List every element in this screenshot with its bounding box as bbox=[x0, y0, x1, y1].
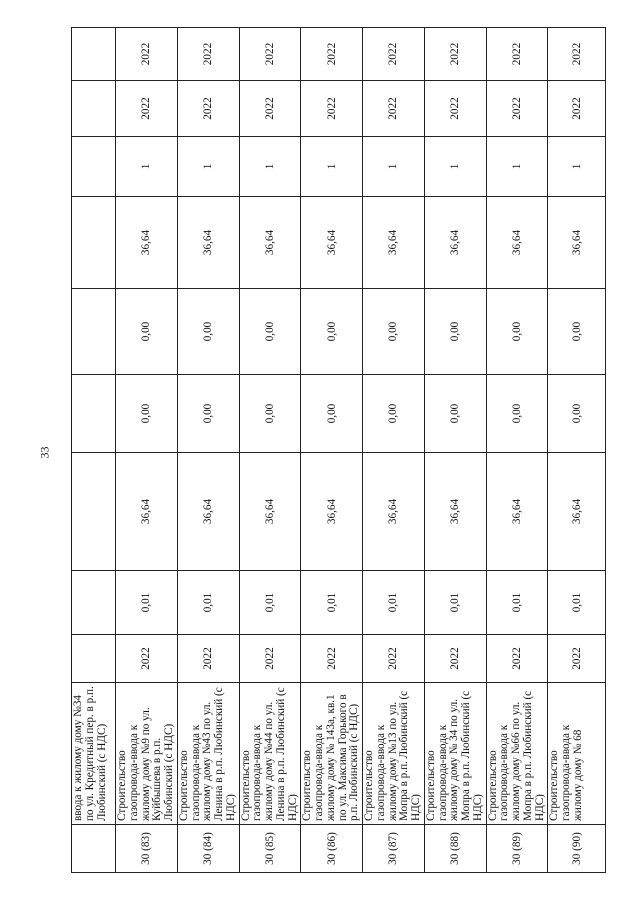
start-date-cell bbox=[72, 81, 116, 137]
start-year-cell: 2022 bbox=[548, 635, 606, 683]
cost-col-7-cell: 0,00 bbox=[116, 289, 178, 375]
quantity-cell: 1 bbox=[424, 137, 486, 197]
cost-col-6-cell: 0,00 bbox=[116, 375, 178, 453]
quantity-cell: 1 bbox=[548, 137, 606, 197]
start-date-cell: 2022 bbox=[363, 81, 425, 137]
cost-col-6-cell: 0,00 bbox=[177, 375, 239, 453]
cost-col-8-cell: 36,64 bbox=[486, 197, 548, 289]
cost-total-cell: 36,64 bbox=[301, 453, 363, 571]
cost-total-cell: 36,64 bbox=[486, 453, 548, 571]
end-date-cell: 2022 bbox=[239, 28, 301, 81]
start-year-cell: 2022 bbox=[239, 635, 301, 683]
page-number: 33 bbox=[37, 446, 52, 459]
cost-total-cell: 36,64 bbox=[424, 453, 486, 571]
start-year-cell: 2022 bbox=[177, 635, 239, 683]
cost-col-7-cell: 0,00 bbox=[548, 289, 606, 375]
cost-col-6-cell: 0,00 bbox=[486, 375, 548, 453]
capacity-cell: 0,01 bbox=[548, 571, 606, 635]
object-name-cell: Строительство газопровода-ввода к жилому дому № 143а, кв.1 по ул. Максима Горького в р.п. Любинский (с НДС) bbox=[301, 683, 363, 825]
cost-total-cell: 36,64 bbox=[239, 453, 301, 571]
row-number-cell: 30 (89) bbox=[486, 825, 548, 873]
table-row bbox=[548, 28, 606, 873]
end-date-cell: 2022 bbox=[177, 28, 239, 81]
cost-col-8-cell: 36,64 bbox=[301, 197, 363, 289]
capacity-cell: 0,01 bbox=[177, 571, 239, 635]
row-number-cell: 30 (83) bbox=[116, 825, 178, 873]
table-row bbox=[116, 28, 178, 873]
quantity-cell: 1 bbox=[363, 137, 425, 197]
object-name-cell: Строительство газопровода-ввода к жилому дому №13 по ул. Мопра в р.п. Любинский (с НДС) bbox=[363, 683, 425, 825]
start-date-cell: 2022 bbox=[116, 81, 178, 137]
row-number-cell: 30 (87) bbox=[363, 825, 425, 873]
row-number-cell: 30 (88) bbox=[424, 825, 486, 873]
cost-col-6-cell: 0,00 bbox=[424, 375, 486, 453]
cost-col-8-cell: 36,64 bbox=[363, 197, 425, 289]
start-date-cell: 2022 bbox=[486, 81, 548, 137]
end-date-cell bbox=[72, 28, 116, 81]
cost-col-6-cell: 0,00 bbox=[363, 375, 425, 453]
start-date-cell: 2022 bbox=[424, 81, 486, 137]
start-year-cell: 2022 bbox=[116, 635, 178, 683]
cost-col-7-cell: 0,00 bbox=[301, 289, 363, 375]
start-date-cell: 2022 bbox=[548, 81, 606, 137]
row-number-cell: 30 (90) bbox=[548, 825, 606, 873]
end-date-cell: 2022 bbox=[301, 28, 363, 81]
object-name-cell: Строительство газопровода-ввода к жилому дому №44 по ул. Ленина в р.п. Любинский (с НДС) bbox=[239, 683, 301, 825]
quantity-cell bbox=[72, 137, 116, 197]
table-row bbox=[239, 28, 301, 873]
cost-col-6-cell: 0,00 bbox=[548, 375, 606, 453]
capacity-cell bbox=[72, 571, 116, 635]
object-name-cell: Строительство газопровода-ввода к жилому дому №43 по ул. Ленина в р.п. Любинский (с НДС) bbox=[177, 683, 239, 825]
end-date-cell: 2022 bbox=[424, 28, 486, 81]
capacity-cell: 0,01 bbox=[363, 571, 425, 635]
start-year-cell bbox=[72, 635, 116, 683]
cost-col-6-cell bbox=[72, 375, 116, 453]
cost-col-8-cell: 36,64 bbox=[548, 197, 606, 289]
capacity-cell: 0,01 bbox=[424, 571, 486, 635]
cost-col-7-cell: 0,00 bbox=[424, 289, 486, 375]
row-number-cell: 30 (86) bbox=[301, 825, 363, 873]
start-year-cell: 2022 bbox=[424, 635, 486, 683]
end-date-cell: 2022 bbox=[486, 28, 548, 81]
table-row bbox=[486, 28, 548, 873]
cost-col-8-cell: 36,64 bbox=[177, 197, 239, 289]
quantity-cell: 1 bbox=[116, 137, 178, 197]
capacity-cell: 0,01 bbox=[486, 571, 548, 635]
cost-col-8-cell: 36,64 bbox=[239, 197, 301, 289]
table-viewport bbox=[71, 28, 584, 873]
cost-col-7-cell: 0,00 bbox=[363, 289, 425, 375]
cost-col-6-cell: 0,00 bbox=[301, 375, 363, 453]
cost-col-8-cell bbox=[72, 197, 116, 289]
table-row bbox=[177, 28, 239, 873]
quantity-cell: 1 bbox=[486, 137, 548, 197]
row-number-cell: 30 (84) bbox=[177, 825, 239, 873]
start-date-cell: 2022 bbox=[177, 81, 239, 137]
start-date-cell: 2022 bbox=[301, 81, 363, 137]
quantity-cell: 1 bbox=[239, 137, 301, 197]
cost-col-8-cell: 36,64 bbox=[116, 197, 178, 289]
table-row bbox=[363, 28, 425, 873]
row-number-cell: 30 (85) bbox=[239, 825, 301, 873]
cost-col-6-cell: 0,00 bbox=[239, 375, 301, 453]
cost-total-cell: 36,64 bbox=[548, 453, 606, 571]
capacity-cell: 0,01 bbox=[301, 571, 363, 635]
object-name-cell: ввода к жилому дому №34 по ул. Кредитный пер. в р.п. Любинский (с НДС) bbox=[72, 683, 116, 825]
end-date-cell: 2022 bbox=[548, 28, 606, 81]
cost-total-cell: 36,64 bbox=[116, 453, 178, 571]
object-name-cell: Строительство газопровода-ввода к жилому дому № 34 по ул. Мопра в р.п. Любинский (с НДС) bbox=[424, 683, 486, 825]
cost-col-7-cell: 0,00 bbox=[486, 289, 548, 375]
cost-col-7-cell: 0,00 bbox=[239, 289, 301, 375]
cost-col-7-cell: 0,00 bbox=[177, 289, 239, 375]
end-date-cell: 2022 bbox=[116, 28, 178, 81]
start-year-cell: 2022 bbox=[363, 635, 425, 683]
object-name-cell: Строительство газопровода-ввода к жилому дому №9 по ул. Куйбышева в р.п. Любинский (с НДС) bbox=[116, 683, 178, 825]
cost-total-cell: 36,64 bbox=[363, 453, 425, 571]
capacity-cell: 0,01 bbox=[116, 571, 178, 635]
quantity-cell: 1 bbox=[301, 137, 363, 197]
table-row bbox=[72, 28, 116, 873]
row-number-cell bbox=[72, 825, 116, 873]
quantity-cell: 1 bbox=[177, 137, 239, 197]
table-row bbox=[424, 28, 486, 873]
table-row bbox=[301, 28, 363, 873]
cost-col-7-cell bbox=[72, 289, 116, 375]
cost-total-cell bbox=[72, 453, 116, 571]
cost-total-cell: 36,64 bbox=[177, 453, 239, 571]
start-year-cell: 2022 bbox=[486, 635, 548, 683]
object-name-cell: Строительство газопровода-ввода к жилому дому № 68 bbox=[548, 683, 606, 825]
capacity-cell: 0,01 bbox=[239, 571, 301, 635]
object-name-cell: Строительство газопровода-ввода к жилому дому №66 по ул. Мопра в р.п. Любинский (с НДС) bbox=[486, 683, 548, 825]
cost-col-8-cell: 36,64 bbox=[424, 197, 486, 289]
end-date-cell: 2022 bbox=[363, 28, 425, 81]
start-year-cell: 2022 bbox=[301, 635, 363, 683]
start-date-cell: 2022 bbox=[239, 81, 301, 137]
investment-table bbox=[71, 27, 606, 873]
